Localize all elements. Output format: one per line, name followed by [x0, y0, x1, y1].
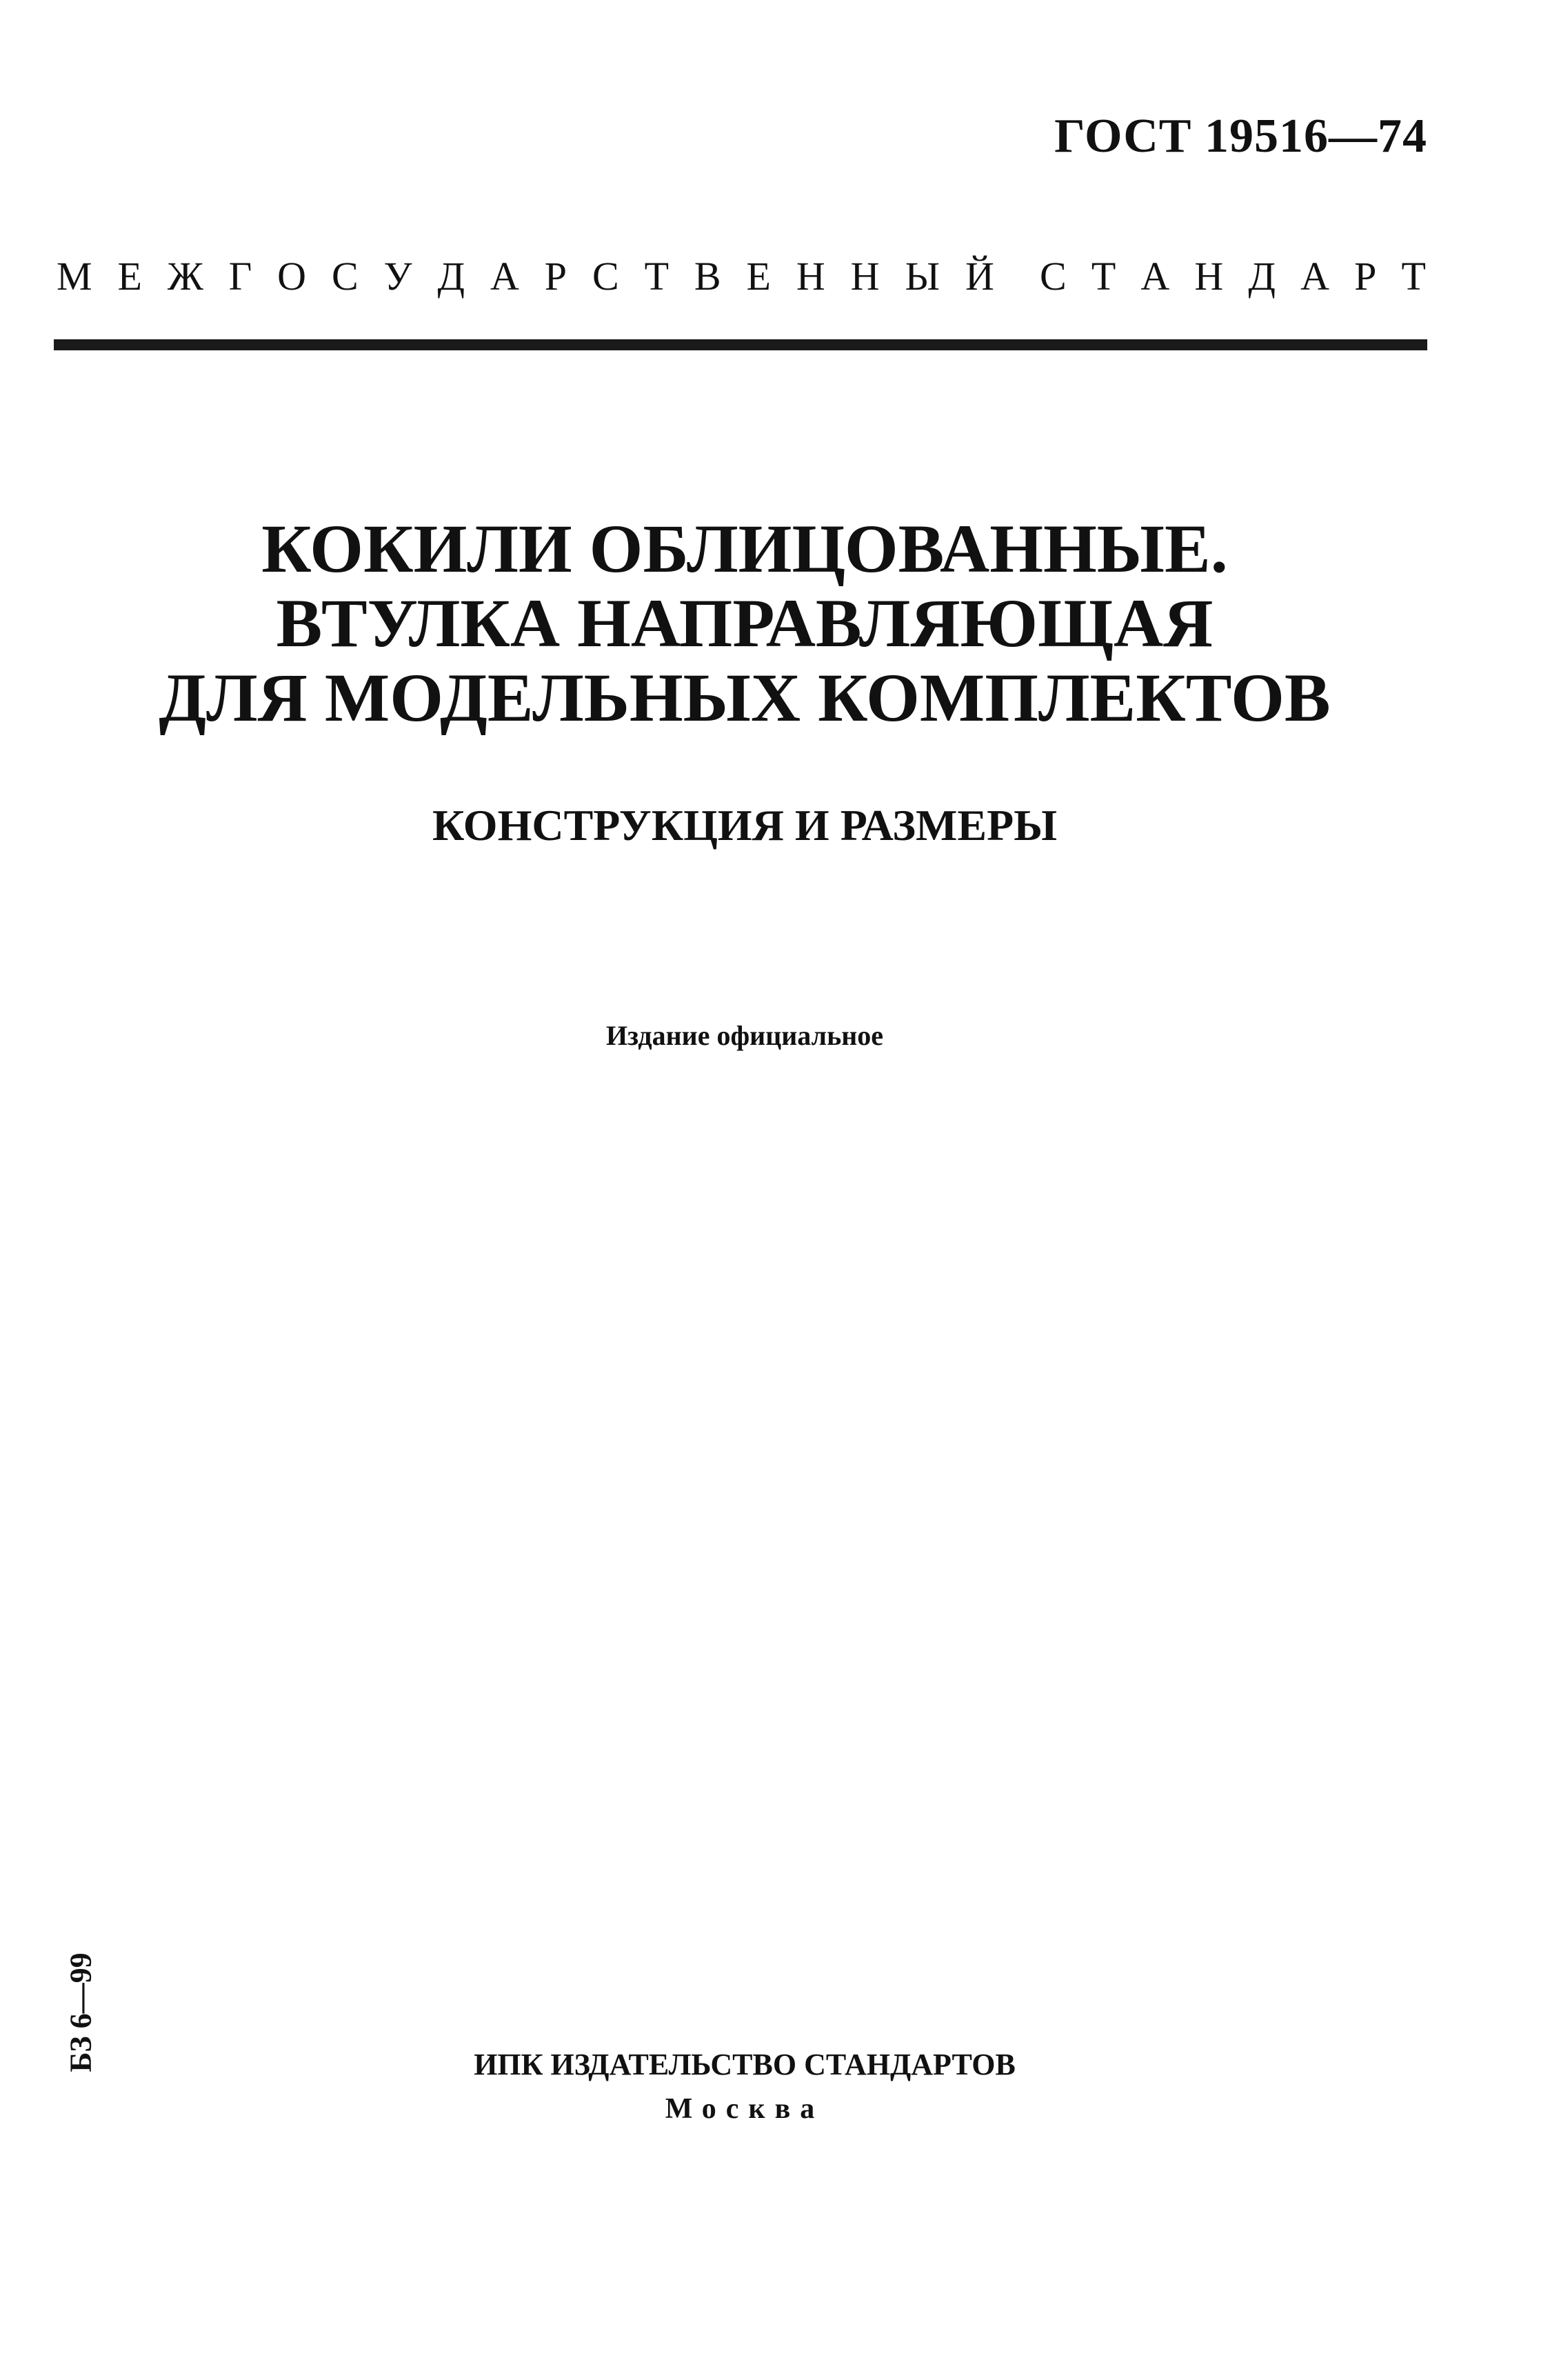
heading-letter: Т	[1401, 254, 1426, 299]
document-title	[0, 512, 1489, 735]
side-code: БЗ 6—99	[63, 1952, 98, 2072]
heading-letter: А	[490, 254, 519, 299]
heading-letter: В	[694, 254, 721, 299]
heading-letter: Ж	[167, 254, 203, 299]
heading-letter: Р	[544, 254, 567, 299]
heading-rule	[54, 339, 1427, 350]
interstate-word-2	[1040, 254, 1426, 299]
heading-letter: Й	[965, 254, 994, 299]
heading-letter: Д	[1248, 254, 1276, 299]
heading-letter: Е	[117, 254, 142, 299]
heading-letter: М	[57, 254, 92, 299]
heading-letter: Т	[1091, 254, 1116, 299]
heading-letter: С	[1040, 254, 1067, 299]
edition-label: Издание официальное	[605, 1020, 884, 1051]
document-subtitle: КОНСТРУКЦИЯ И РАЗМЕРЫ	[432, 801, 1058, 850]
title-line-1: КОКИЛИ ОБЛИЦОВАННЫЕ.	[261, 510, 1228, 587]
heading-letter: Н	[796, 254, 825, 299]
title-line-3: ДЛЯ МОДЕЛЬНЫХ КОМПЛЕКТОВ	[159, 659, 1331, 736]
heading-letter: Ы	[905, 254, 940, 299]
heading-letter: С	[592, 254, 619, 299]
heading-letter: Д	[437, 254, 465, 299]
heading-letter: Е	[746, 254, 771, 299]
heading-letter: Н	[850, 254, 880, 299]
heading-letter: Г	[228, 254, 252, 299]
heading-letter: А	[1300, 254, 1329, 299]
publisher-name: ИПК ИЗДАТЕЛЬСТВО СТАНДАРТОВ	[474, 2048, 1016, 2081]
heading-letter: Н	[1194, 254, 1224, 299]
heading-letter: А	[1140, 254, 1170, 299]
publisher-city: Москва	[665, 2093, 825, 2125]
heading-letter: Р	[1354, 254, 1377, 299]
standard-number: ГОСТ 19516—74	[1054, 110, 1427, 163]
heading-letter: О	[277, 254, 307, 299]
title-line-2: ВТУЛКА НАПРАВЛЯЮЩАЯ	[276, 585, 1214, 661]
heading-letter: С	[331, 254, 359, 299]
interstate-standard-heading	[57, 254, 1426, 299]
heading-letter: Т	[644, 254, 669, 299]
heading-letter: У	[383, 254, 412, 299]
interstate-word-1	[57, 254, 994, 299]
